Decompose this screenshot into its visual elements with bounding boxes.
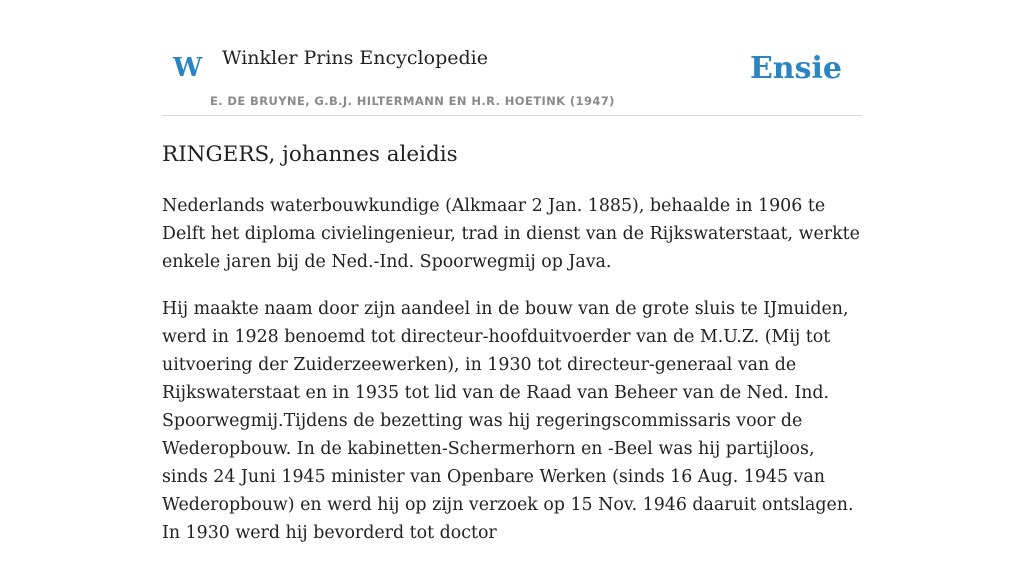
entry-content: [162, 192, 862, 566]
article-page: [162, 0, 862, 543]
entry-title: RINGERS, johannes aleidis: [162, 142, 458, 167]
entry-paragraph: Hij maakte naam door zijn aandeel in de bouw van de grote sluis te IJmuiden, werd in 1928 benoemd tot directeur-hoofduitvoerder van de M.U.Z. (Mij tot uitvoering der Zuiderzeewerken), in 1930 tot directeur-generaal van de Rijkswaterstaat en in 1935 tot lid van de Raad van Beheer van de Ned. Ind. Spoorwegmij.Tijdens de bezetting was hij regeringscommissaris voor de Wederopbouw. In de kabinetten-Schermerhorn en -Beel was hij partijloos, sinds 24 Juni 1945 minister van Openbare Werken (sinds 16 Aug. 1945 van Wederopbouw) en werd hij op zijn verzoek op 15 Nov. 1946 daaruit ontslagen. In 1930 werd hij bevorderd tot doctor: [162, 299, 854, 543]
winkler-prins-logo[interactable]: W: [173, 53, 203, 83]
ensie-logo-link[interactable]: Ensie: [749, 51, 842, 86]
page-header: [162, 0, 862, 116]
book-title-link[interactable]: Winkler Prins Encyclopedie: [222, 47, 488, 69]
book-authors: E. DE BRUYNE, G.B.J. HILTERMANN EN H.R. HOETINK (1947): [210, 94, 615, 108]
entry-paragraph: Nederlands waterbouwkundige (Alkmaar 2 Jan. 1885), behaalde in 1906 te Delft het diploma civielingenieur, trad in dienst van de Rijkswaterstaat, werkte enkele jaren bij de Ned.-Ind. Spoorwegmij op Java.: [162, 196, 860, 272]
